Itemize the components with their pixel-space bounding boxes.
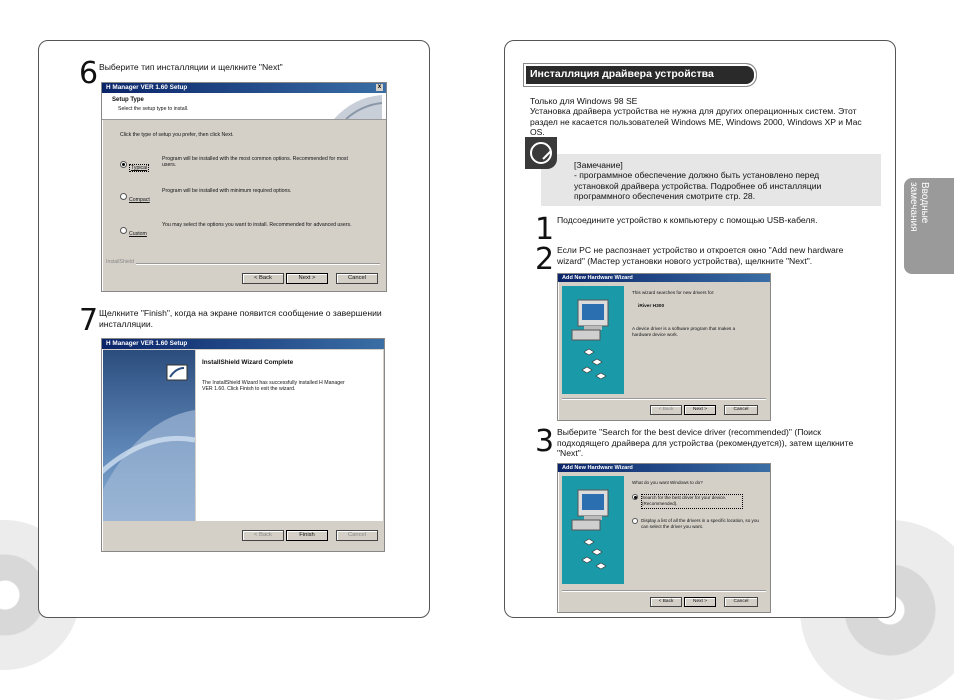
section-side-tab xyxy=(904,178,954,274)
back-button[interactable]: < Back xyxy=(242,530,284,541)
option-compact-label: Compact xyxy=(129,197,150,203)
hardware-device-name: iRiver H300 xyxy=(638,304,665,309)
radio-icon[interactable] xyxy=(120,193,127,200)
setup-footer-divider xyxy=(106,263,380,265)
complete-dialog-title: H Manager VER 1.60 Setup xyxy=(106,340,188,347)
cancel-button[interactable]: Cancel xyxy=(336,273,378,284)
option-compact-desc: Program will be installed with minimum required options. xyxy=(162,188,292,194)
computer-illustration-icon xyxy=(562,286,624,394)
step-7-number: 7 xyxy=(79,303,99,338)
option-typical-desc: Program will be installed with the most common options. Recommended for most users. xyxy=(162,156,348,169)
next-button[interactable]: Next > xyxy=(286,273,328,284)
setup-dialog-title: H Manager VER 1.60 Setup xyxy=(106,84,188,91)
option-compact[interactable] xyxy=(120,188,380,206)
option-custom[interactable] xyxy=(120,222,380,240)
note-pen-icon xyxy=(525,137,557,169)
note-box xyxy=(541,154,881,206)
back-button[interactable]: < Back xyxy=(650,597,682,607)
step-3-number: 3 xyxy=(535,424,555,459)
cancel-button[interactable]: Cancel xyxy=(336,530,378,541)
step-7-text: Щелкните "Finish", когда на экране появится сообщение о завершении инсталляции. xyxy=(99,308,382,329)
right-page xyxy=(504,40,896,618)
setup-header-subtitle: Select the setup type to install. xyxy=(118,106,189,112)
hardware-question: What do you want Windows to do? xyxy=(632,480,703,485)
wizard-content-panel xyxy=(196,350,383,521)
option-search-best-label: Search for the best driver for your device. (Recommended). xyxy=(641,494,743,509)
step-1-number: 1 xyxy=(535,212,555,247)
computer-illustration-icon xyxy=(562,476,624,584)
close-icon[interactable]: x xyxy=(377,84,382,90)
option-typical[interactable] xyxy=(120,156,380,174)
hardware-dialog-2-title: Add New Hardware Wizard xyxy=(562,465,633,471)
complete-text: The InstallShield Wizard has successfully installed H Manager VER 1.60. Click Finish to exit the wizard. xyxy=(202,380,345,393)
setup-prompt: Click the type of setup you prefer, then click Next. xyxy=(120,132,234,138)
left-page xyxy=(38,40,430,618)
finish-button[interactable]: Finish xyxy=(286,530,328,541)
hardware-art-panel xyxy=(562,476,624,584)
hardware-dialog-1-titlebar xyxy=(558,274,770,282)
next-button[interactable]: Next > xyxy=(684,405,716,415)
note-title: [Замечание] xyxy=(574,160,623,170)
hardware-dialog-1-divider xyxy=(562,398,766,400)
wizard-swoosh-icon xyxy=(324,93,384,119)
side-tab-label: Вводные замечания xyxy=(908,182,930,232)
step-2-number: 2 xyxy=(535,242,555,277)
radio-selected-icon[interactable] xyxy=(632,494,638,500)
note-icon-frame xyxy=(525,137,557,169)
option-display-list-label: Display a list of all the drivers in a specific location, so you can select the driver you want. xyxy=(641,518,759,530)
wizard-complete-dialog xyxy=(101,338,385,552)
hardware-art-panel xyxy=(562,286,624,394)
setup-type-dialog xyxy=(101,82,387,292)
installshield-label: InstallShield xyxy=(106,259,134,265)
intro-line-2: Установка драйвера устройства не нужна для других операционных систем. Этот раздел не касается пользователей Windows ME, Windows 2000, Windows XP и Mac OS. xyxy=(530,106,862,137)
option-typical-label: Typical xyxy=(131,165,148,171)
complete-title: InstallShield Wizard Complete xyxy=(202,359,294,366)
cancel-button[interactable]: Cancel xyxy=(724,405,758,415)
add-hardware-dialog-1 xyxy=(557,273,771,421)
option-custom-label: Custom xyxy=(129,231,147,237)
radio-icon[interactable] xyxy=(632,518,638,524)
radio-selected-icon[interactable] xyxy=(120,161,127,168)
hardware-dialog-2-titlebar xyxy=(558,464,770,472)
step-3-text: Выберите "Search for the best device driver (recommended)" (Поиск подходящего драйвера для устройства (рекомендуется)), затем щелкните "Next". xyxy=(557,427,854,458)
back-button[interactable]: < Back xyxy=(650,405,682,415)
radio-icon[interactable] xyxy=(120,227,127,234)
complete-dialog-titlebar xyxy=(102,339,384,349)
setup-dialog-titlebar xyxy=(102,83,386,93)
step-2-text: Если PC не распознает устройство и откроется окно "Add new hardware wizard" (Мастер установки нового устройства), щелкните "Next". xyxy=(557,245,844,266)
intro-line-1: Только для Windows 98 SE xyxy=(530,96,638,106)
hardware-dialog-2-divider xyxy=(562,590,766,592)
option-custom-desc: You may select the options you want to install. Recommended for advanced users. xyxy=(162,222,352,228)
install-monitor-icon xyxy=(166,364,188,382)
hardware-dialog-1-line1: This wizard searches for new drivers for: xyxy=(632,290,715,295)
hardware-dialog-1-title: Add New Hardware Wizard xyxy=(562,275,633,281)
next-button[interactable]: Next > xyxy=(684,597,716,607)
add-hardware-dialog-2 xyxy=(557,463,771,613)
step-6-text: Выберите тип инсталляции и щелкните "Next" xyxy=(99,62,283,72)
section-title: Инсталляция драйвера устройства xyxy=(530,68,714,80)
section-title-banner xyxy=(523,63,757,87)
cancel-button[interactable]: Cancel xyxy=(724,597,758,607)
step-6-number: 6 xyxy=(79,56,99,91)
hardware-dialog-1-line2: A device driver is a software program that makes a hardware device work. xyxy=(632,326,736,338)
step-1-text: Подсоедините устройство к компьютеру с помощью USB-кабеля. xyxy=(557,215,818,225)
note-text: - программное обеспечение должно быть установлено перед установкой драйвера устройства. Подробнее об инсталляции программного обеспечения смотрите стр. 28. xyxy=(574,170,822,201)
setup-header-title: Setup Type xyxy=(112,97,144,103)
back-button[interactable]: < Back xyxy=(242,273,284,284)
setup-dialog-header xyxy=(102,93,386,120)
